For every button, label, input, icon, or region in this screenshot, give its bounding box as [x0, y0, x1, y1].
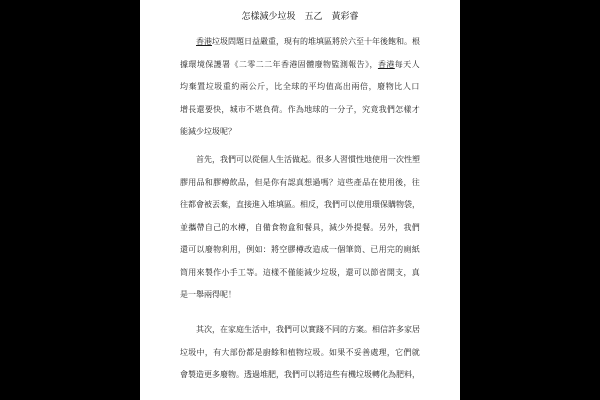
text-line — [196, 37, 420, 47]
text-line — [180, 178, 420, 188]
text-run: 首先，我們可以從個人生活做起。很多人習慣性地使用一次性塑 — [196, 155, 420, 164]
page-title: 怎樣減少垃圾 五乙 黃彩睿 — [241, 12, 359, 22]
text-line — [180, 82, 420, 92]
underlined-place-name: 香港 — [196, 37, 212, 46]
text-run: 往都會被丟棄，直接進入堆填區。相反，我們可以使用環保購物袋， — [180, 200, 420, 209]
text-run: 能減少垃圾呢？ — [180, 127, 236, 136]
document-page — [140, 0, 460, 400]
text-line — [180, 105, 420, 115]
text-run: 還可以廢物利用，例如：將空膠樽改造成一個筆筒、已用完的廁紙 — [180, 245, 420, 254]
text-run: 是一舉兩得呢！ — [180, 290, 236, 299]
text-run: 會製造更多廢物。透過堆肥，我們可以將這些有機垃圾轉化為肥料， — [180, 370, 420, 379]
text-line — [180, 290, 236, 300]
text-run: 膠用品和膠樽飲品，但是你有認真想過嗎？這些產品在使用後，往 — [180, 178, 420, 187]
underlined-place-name: 香港 — [377, 60, 395, 69]
text-run: 每天人 — [394, 60, 421, 69]
text-run: 筒用來製作小手工等。這樣不僅能減少垃圾，還可以節省開支，真 — [180, 268, 420, 277]
text-line — [196, 325, 420, 335]
text-line — [180, 127, 236, 137]
text-line — [180, 223, 420, 233]
text-line — [180, 200, 420, 210]
text-run: 垃圾問題日益嚴重，現有的堆填區將於六至十年後飽和。根 — [212, 37, 420, 46]
text-run: 並攜帶自己的水樽，自備食物盒和餐具，減少外提餐。另外，我們 — [180, 223, 420, 232]
text-line — [180, 60, 420, 70]
text-line — [196, 155, 420, 165]
text-run: 均棄置垃圾重約兩公斤，比全球的平均值高出兩倍，廢物比人口 — [180, 82, 420, 91]
text-line — [180, 348, 420, 358]
text-line — [180, 370, 420, 380]
text-line — [180, 245, 420, 255]
text-run: 增長還要快，城市不堪負荷。作為地球的一分子，究竟我們怎樣才 — [180, 105, 420, 114]
text-run: 垃圾中，有大部份都是廚餘和植物垃圾。如果不妥善處理，它們就 — [180, 348, 420, 357]
text-run: 據環境保護署《二零二二年香港固體廢物監測報告》， — [180, 60, 378, 69]
text-line — [180, 268, 420, 278]
text-run: 其次，在家庭生活中，我們可以實踐不同的方案。相信許多家居 — [196, 325, 420, 334]
